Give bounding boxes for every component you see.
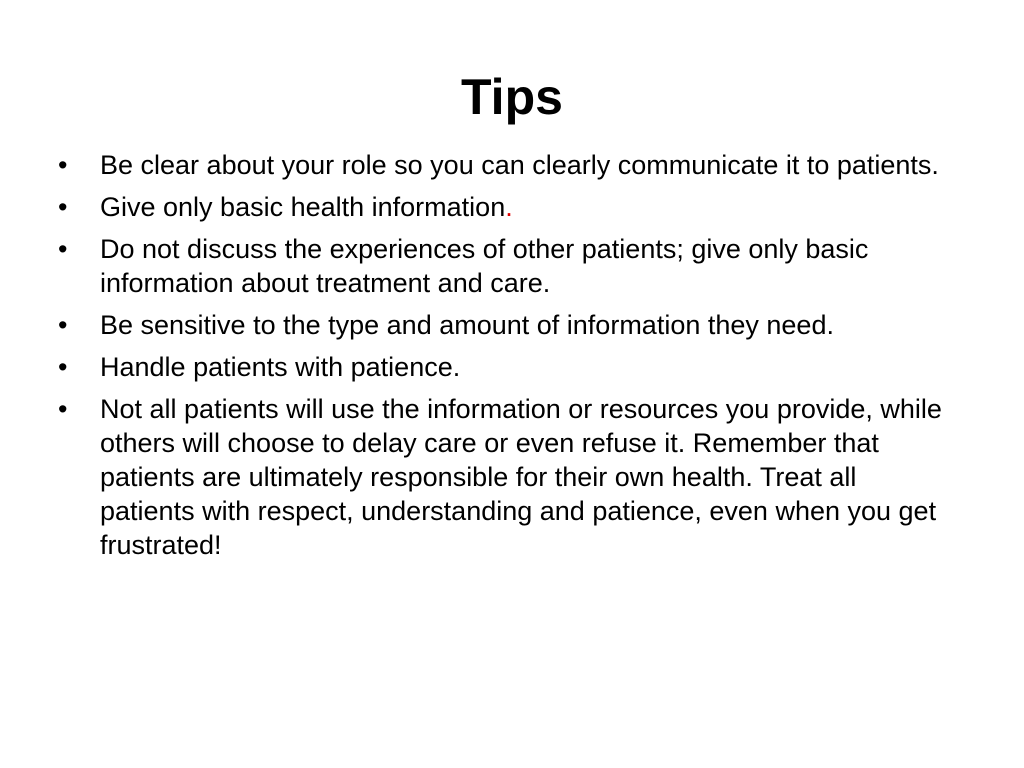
bullet-item-other-patients <box>58 232 958 300</box>
bullet-item-patience <box>58 350 958 384</box>
bullet-icon: • <box>58 310 68 340</box>
bullet-item-responsibility <box>58 392 958 562</box>
bullet-item-sensitive <box>58 308 958 342</box>
bullet-text: Do not discuss the experiences of other patients; give only basic information about treatment and care. <box>100 234 869 298</box>
bullet-text: Be sensitive to the type and amount of information they need. <box>100 310 834 340</box>
bullet-icon: • <box>58 394 68 424</box>
bullet-text: Not all patients will use the information or resources you provide, while others will choose to delay care or even refuse it. Remember that patients are ultimately responsible for their own health. Treat all patients with respect, understanding and patience, even when you get frustrated! <box>100 394 942 560</box>
bullet-icon: • <box>58 192 68 222</box>
bullet-list <box>58 148 958 570</box>
accent-period: . <box>505 192 513 222</box>
bullet-text: Be clear about your role so you can clearly communicate it to patients. <box>100 150 939 180</box>
bullet-item-role <box>58 148 958 182</box>
bullet-icon: • <box>58 352 68 382</box>
bullet-item-basic-info <box>58 190 958 224</box>
bullet-icon: • <box>58 150 68 180</box>
bullet-text: Give only basic health information <box>100 192 506 222</box>
slide-title: Tips <box>461 69 563 125</box>
bullet-icon: • <box>58 234 68 264</box>
bullet-text: Handle patients with patience. <box>100 352 461 382</box>
